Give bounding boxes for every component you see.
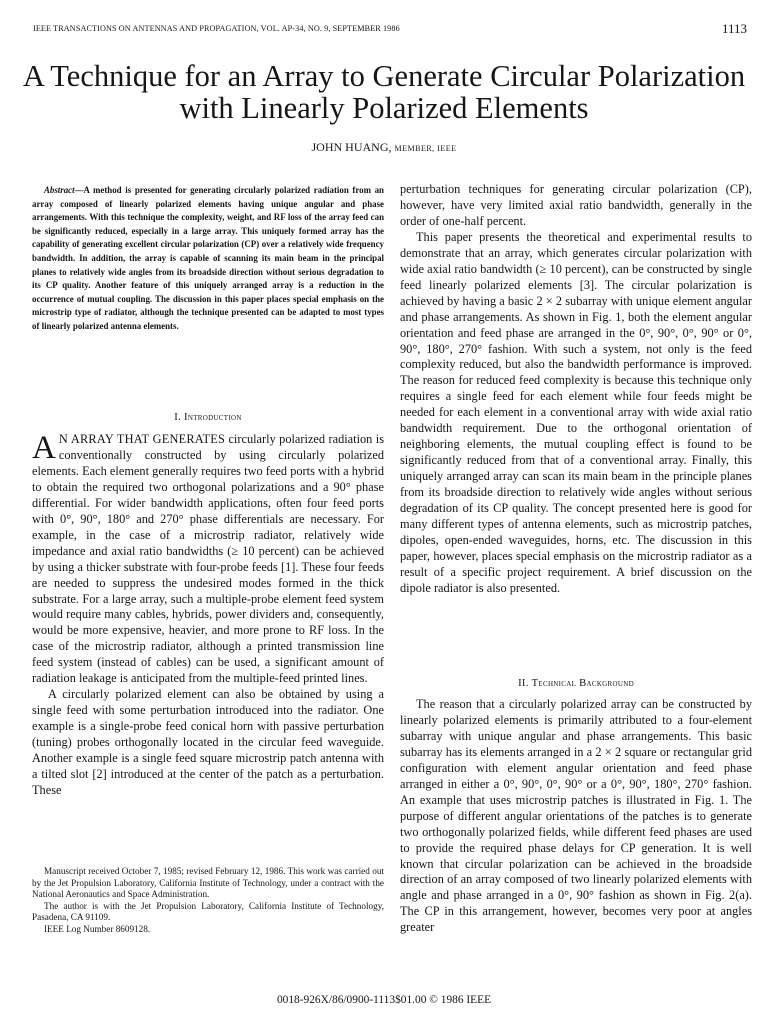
- section-heading-introduction: [32, 412, 384, 423]
- paper-overview-paragraph: This paper presents the theoretical and experimental results to demonstrate that an array, which generates circular polarization with wide axial ratio bandwidth (≥ 10 percent), can be constructed by single feed linearly polarized elements [3]. The circular polarization is achieved by having a basic 2 × 2 subarray with unique element angular and phase arrangements. As shown in Fig. 1, both the element angular orientation and feed phase are arranged in the 0°, 90°, 0°, 90° or 0°, 90°, 180°, 270° fashion. With such a system, not only is the feed complexity reduced, but also the bandwidth performance is improved. The reason for reduced feed complexity is because this technique only requires a single feed for each element while four feeds might be needed for each element in a conventional array with wide axial ratio bandwidth requirement. Due to the orthogonal orientation of neighboring elements, the mutual coupling effect is found to be significantly reduced from that of a conventional array. Finally, this uniquely arranged array can scan its main beam in the principle planes from its broadside direction to relatively wide angles without serious degradation of its CP quality. The concept presented here is good for many different types of antenna elements, such as microstrip patches, dipoles, open-ended waveguides, horns, etc. The discussion in this paper, however, places special emphasis on the microstrip radiator as a result of a specific project requirement. A brief discussion on the dipole radiator is also presented.: [400, 229, 752, 595]
- intro-paragraph-2: A circularly polarized element can also be obtained by using a single feed with some perturbation introduced into the radiator. One example is a single-probe feed conical horn with passive perturbation (tuning) probes orthogonally located in the circular feed waveguide. Another example is a single feed square microstrip patch antenna with a tilted slot [2] introduced at the center of the patch as a perturbation. These: [32, 687, 384, 797]
- author-name: JOHN HUANG,: [311, 140, 392, 154]
- abstract: [32, 184, 384, 334]
- author-line: [20, 140, 748, 155]
- right-column-upper: [400, 182, 752, 597]
- author-membership: MEMBER, IEEE: [394, 144, 457, 153]
- intro-lead-caps: N ARRAY THAT GENERATES: [58, 432, 226, 446]
- paper-title: A Technique for an Array to Generate Circular Polarization with Linearly Polarized Elements: [22, 59, 746, 125]
- intro-paragraph-1-text: circularly polarized radiation is conventionally constructed by using circularly polarized elements. Each element generally requires two feed ports with a hybrid to obtain the required two orthogonal polarizations and a 90° phase differential. For wider bandwidth applications, often four feed ports with 0°, 90°, 180° and 270° phase differentials are necessary. For example, in the case of a microstrip radiator, relatively wide impedance and axial ratio bandwidths (≥ 10 percent) can be achieved by using a thicker substrate with four-probe feeds [1]. These four feeds are needed to suppress the undesired modes formed in the thick substrate. For a large array, such a multiple-probe element feed system would require many cables, hybrids, power dividers and, consequently, would be more expensive, heavier, and more prone to RF loss. In the case of the microstrip radiator, although a printed transmission line feed system (instead of cables) can be used, a significant amount of radiation leakage is anticipated from the multiple-feed printed lines.: [32, 432, 384, 686]
- continued-paragraph: perturbation techniques for generating circular polarization (CP), however, have very limited axial ratio bandwidth, generally in the order of one-half percent.: [400, 182, 752, 228]
- section-numeral: I.: [174, 412, 182, 423]
- footnote-manuscript: Manuscript received October 7, 1985; revised February 12, 1986. This work was carried out by the Jet Propulsion Laboratory, California Institute of Technology, under a contract with the National Aeronautics and Space Administration.: [32, 866, 384, 900]
- section-title: Introduction: [184, 412, 242, 423]
- footnotes: [32, 866, 384, 936]
- journal-header: IEEE TRANSACTIONS ON ANTENNAS AND PROPAGATION, VOL. AP-34, NO. 9, SEPTEMBER 1986: [33, 24, 400, 33]
- section-numeral: II.: [518, 678, 529, 689]
- abstract-text: —A method is presented for generating circularly polarized radiation from an array composed of linearly polarized elements having unique angular and phase arrangements. With this technique the complexity, weight, and RF loss of the array feed can be significantly reduced, especially in a large array. This uniquely formed array has the capability of generating excellent circular polarization (CP) over a relatively wide frequency bandwidth. In addition, the array is capable of scanning its main beam in the principal planes to relatively wide angles from its broadside direction without serious degradation to its CP quality. Another feature of this uniquely arranged array is a reduction in the occurrence of mutual coupling. The discussion in this paper places special emphasis on the microstrip type of radiator, although the technique presented can be adapted to most types of linearly polarized antenna elements.: [32, 185, 384, 331]
- section-heading-technical-background: [400, 678, 752, 689]
- introduction-body: [32, 432, 384, 799]
- right-column-lower: [400, 697, 752, 936]
- abstract-label: Abstract: [44, 185, 75, 195]
- drop-cap: A: [32, 430, 56, 466]
- page-number: 1113: [722, 21, 748, 36]
- intro-paragraph-1: [32, 432, 384, 687]
- footnote-affiliation: The author is with the Jet Propulsion Laboratory, California Institute of Technology, Pasadena, CA 91109.: [32, 900, 384, 923]
- technical-background-paragraph: The reason that a circularly polarized array can be constructed by linearly polarized elements is primarily attributed to a four-element subarray with unique angular and phase arrangements. This basic subarray has its elements arranged in a 2 × 2 square or rectangular grid configuration with element angular orientation and feed phase arranged in either a 0°, 90°, 0°, 90° or a 0°, 90°, 180°, 270° fashion. An example that uses microstrip patches is illustrated in Fig. 1. The purpose of different angular orientations of the patches is to generate two orthogonally polarized fields, while different feed phases are used to provide the required phase delays for CP generation. It is well known that circular polarization can be achieved in the broadside direction of an array composed of two linearly polarized elements with angle and phase arranged in a 0°, 90° fashion as shown in Fig. 2(a). The CP in this arrangement, however, becomes very poor at angles greater: [400, 697, 752, 935]
- copyright-footer: 0018-926X/86/0900-1113$01.00 © 1986 IEEE: [276, 994, 492, 1006]
- footnote-log-number: IEEE Log Number 8609128.: [44, 923, 151, 934]
- section-title: Technical Background: [531, 678, 634, 689]
